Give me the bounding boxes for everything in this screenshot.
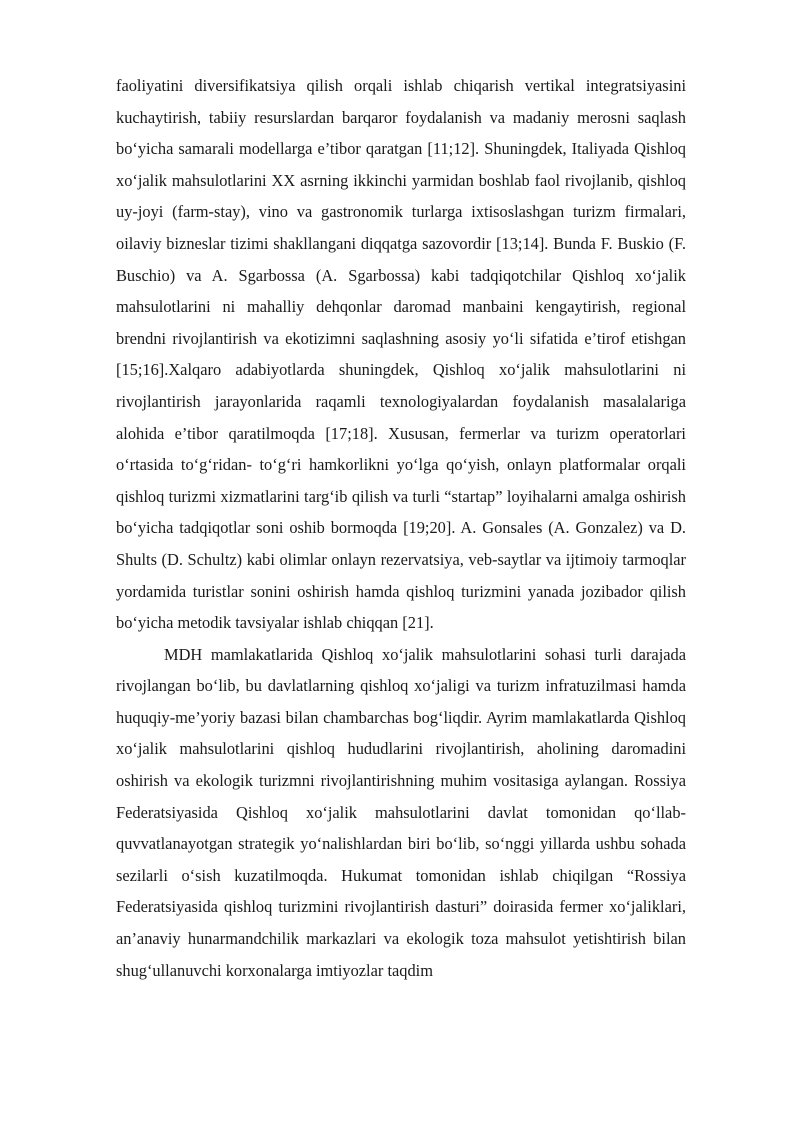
body-paragraph-2: MDH mamlakatlarida Qishloq xo‘jalik mahsulotlarini sohasi turli darajada rivojlangan bo‘lib, bu davlatlarning qishloq xo‘jaligi va turizm infratuzilmasi hamda huquqiy-me’yoriy bazasi bilan chambarchas bog‘liqdir. Ayrim mamlakatlarda Qishloq xo‘jalik mahsulotlarini qishloq hududlarini rivojlantirish, aholining daromadini oshirish va ekologik turizmni rivojlantirishning muhim vositasiga aylangan. Rossiya Federatsiyasida Qishloq xo‘jalik mahsulotlarini davlat tomonidan qo‘llab-quvvatlanayotgan strategik yo‘nalishlardan biri bo‘lib, so‘nggi yillarda ushbu sohada sezilarli o‘sish kuzatilmoqda. Hukumat tomonidan ishlab chiqilgan “Rossiya Federatsiyasida qishloq turizmini rivojlantirish dasturi” doirasida fermer xo‘jaliklari, an’anaviy hunarmandchilik markazlari va ekologik toza mahsulot yetishtirish bilan shug‘ullanuvchi korxonalarga imtiyozlar taqdim (116, 644, 686, 980)
body-paragraph-1: faoliyatini diversifikatsiya qilish orqali ishlab chiqarish vertikal integratsiyasini kuchaytirish, tabiiy resurslardan barqaror foydalanish va madaniy merosni saqlash bo‘yicha samarali modellarga e’tibor qaratgan [11;12]. Shuningdek, Italiyada Qishloq xo‘jalik mahsulotlarini XX asrning ikkinchi yarmidan boshlab faol rivojlanib, qishloq uy-joyi (farm-stay), vino va gastronomik turlarga ixtisoslashgan turizm firmalari, oilaviy bizneslar tizimi shakllangani diqqatga sazovordir [13;14]. Bunda F. Buskio (F. Buschio) va A. Sgarbossa (A. Sgarbossa) kabi tadqiqotchilar Qishloq xo‘jalik mahsulotlarini ni mahalliy dehqonlar daromad manbaini kengaytirish, regional brendni rivojlantirish va ekotizimni saqlashning asosiy yo‘li sifatida e’tirof etishgan [15;16].Xalqaro adabiyotlarda shuningdek, Qishloq xo‘jalik mahsulotlarini ni rivojlantirish jarayonlarida raqamli texnologiyalardan foydalanish masalalariga alohida e’tibor qaratilmoqda [17;18]. Xususan, fermerlar va turizm operatorlari o‘rtasida to‘g‘ridan- to‘g‘ri hamkorlikni yo‘lga qo‘yish, onlayn platformalar orqali qishloq turizmi xizmatlarini targ‘ib qilish va turli “startap” loyihalarni amalga oshirish bo‘yicha tadqiqotlar soni oshib bormoqda [19;20]. A. Gonsales (A. Gonzalez) va D. Shults (D. Schultz) kabi olimlar onlayn rezervatsiya, veb-saytlar va ijtimoiy tarmoqlar yordamida turistlar sonini oshirish hamda qishloq turizmini yanada jozibador qilish bo‘yicha metodik tavsiyalar ishlab chiqqan [21]. (116, 76, 686, 633)
document-page (116, 70, 686, 986)
